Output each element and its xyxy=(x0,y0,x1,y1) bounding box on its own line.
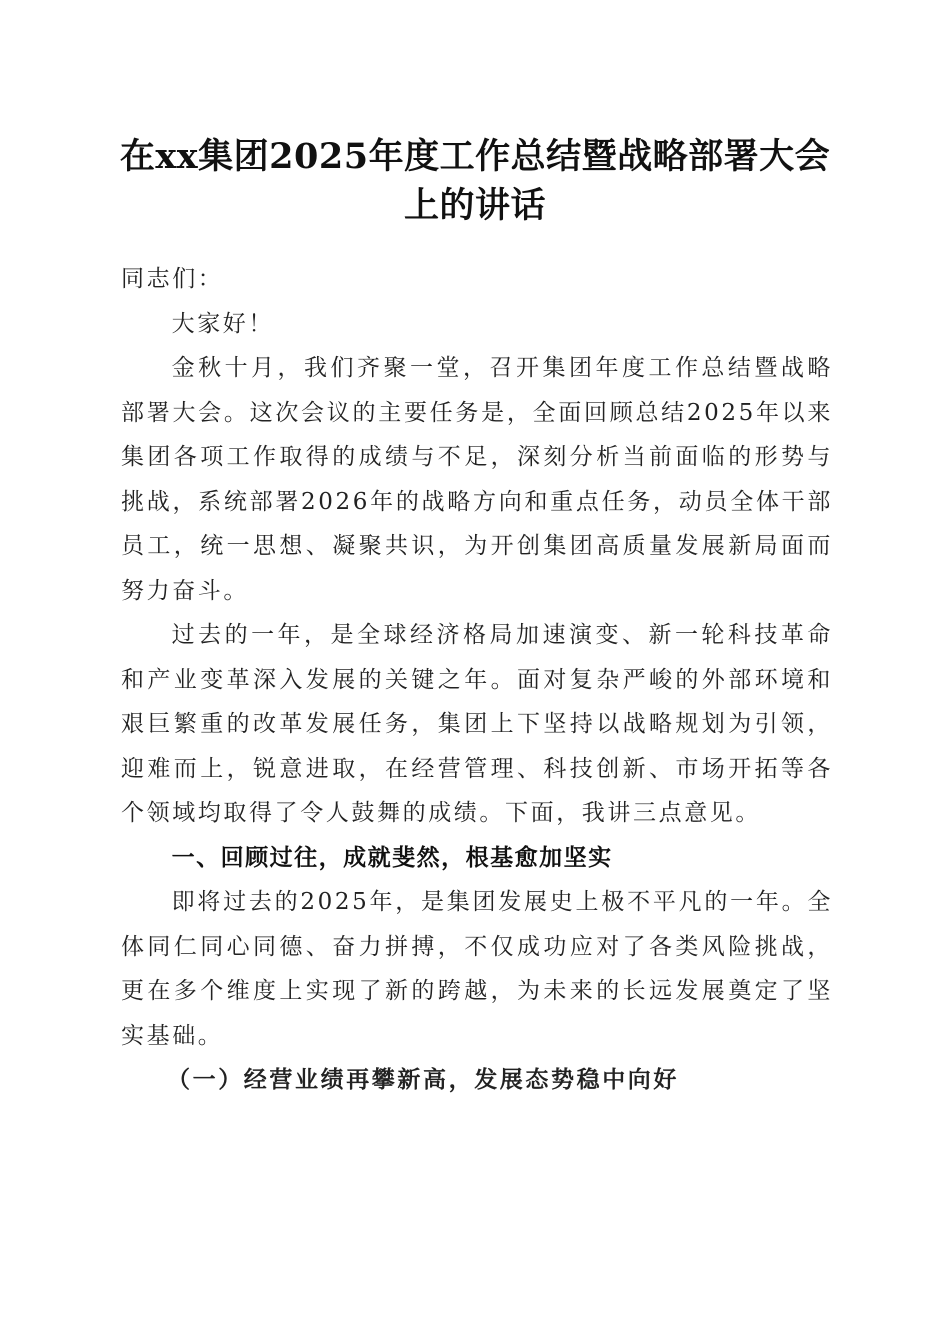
salutation: 同志们： xyxy=(121,266,224,292)
section-heading: 一、回顾过往，成就斐然，根基愈加坚实 xyxy=(171,844,613,871)
document-title xyxy=(110,132,840,230)
document-body xyxy=(121,257,833,1103)
paragraph: 金秋十月，我们齐聚一堂，召开集团年度工作总结暨战略部署大会。这次会议的主要任务是，全面回顾总结2025年以来集团各项工作取得的成绩与不足，深刻分析当前面临的形势与挑战，系统部署2026年的战略方向和重点任务，动员全体干部员工，统一思想、凝聚共识，为开创集团高质量发展新局面而努力奋斗。 xyxy=(121,355,833,604)
title-line-1: 在xx集团2025年度工作总结暨战略部署大会 xyxy=(119,136,831,177)
paragraph: 过去的一年，是全球经济格局加速演变、新一轮科技革命和产业变革深入发展的关键之年。面对复杂严峻的外部环境和艰巨繁重的改革发展任务，集团上下坚持以战略规划为引领，迎难而上，锐意进取，在经营管理、科技创新、市场开拓等各个领域均取得了令人鼓舞的成绩。下面，我讲三点意见。 xyxy=(121,622,833,826)
subsection-heading: （一）经营业绩再攀新高，发展态势稳中向好 xyxy=(167,1066,679,1093)
paragraph: 即将过去的2025年，是集团发展史上极不平凡的一年。全体同仁同心同德、奋力拼搏，不仅成功应对了各类风险挑战，更在多个维度上实现了新的跨越，为未来的长远发展奠定了坚实基础。 xyxy=(121,889,833,1049)
greeting: 大家好！ xyxy=(171,310,274,337)
title-line-2: 上的讲话 xyxy=(403,185,546,226)
